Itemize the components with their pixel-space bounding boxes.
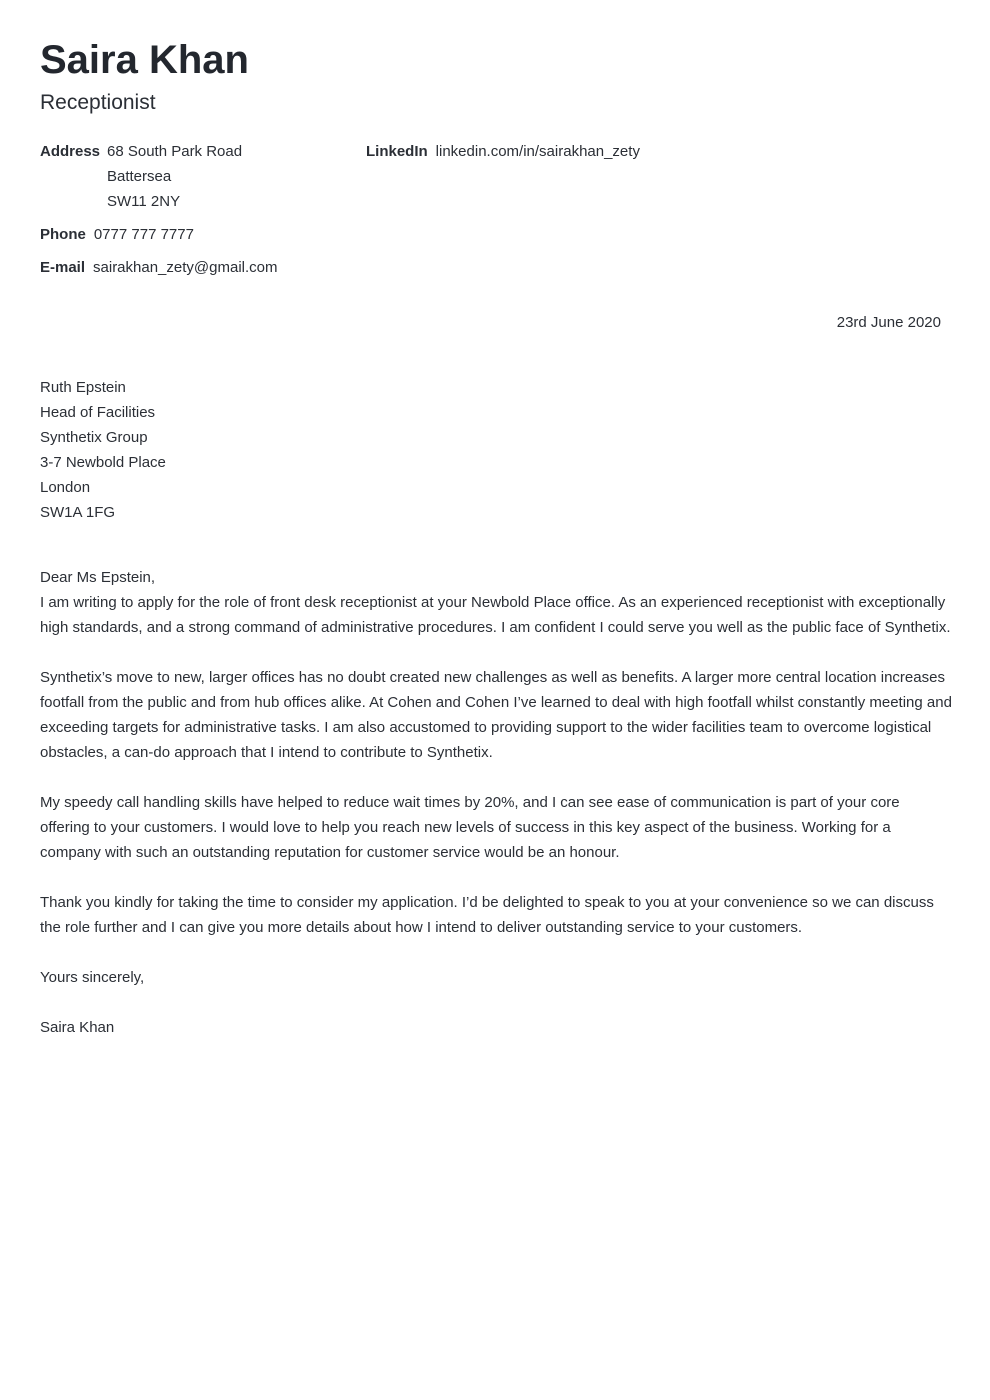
phone-value: 0777 777 7777 — [93, 226, 194, 243]
email-label: E-mail — [40, 259, 86, 276]
letter-signature: Saira Khan — [40, 1019, 115, 1036]
address-line: Battersea — [107, 168, 172, 185]
address-label: Address — [40, 143, 101, 160]
letter-date: 23rd June 2020 — [836, 314, 941, 331]
letter-paragraph: Synthetix’s move to new, larger offices has no doubt created new challenges as well as benefits. A larger more central location increases footfall from the public and from hub offices alike. At Cohen and Cohen I’ve learned to deal with high footfall whilst constantly meeting and exceeding targets for administrative tasks. I am also accustomed to providing support to the wider facilities team to overcome logistical obstacles, a can-do approach that I intend to contribute to Synthetix. — [40, 669, 952, 761]
letter-paragraph: Thank you kindly for taking the time to consider my application. I’d be delighted to speak to you at your convenience so we can discuss the role further and I can give you more details about how I intend to deliver outstanding service to your customers. — [40, 894, 934, 936]
address-value — [107, 139, 242, 214]
recipient-postcode: SW1A 1FG — [40, 504, 116, 521]
letter-body — [40, 565, 952, 1065]
phone-label: Phone — [40, 226, 86, 243]
recipient-name: Ruth Epstein — [40, 379, 126, 396]
letter-greeting: Dear Ms Epstein, — [40, 569, 156, 586]
recipient-title: Head of Facilities — [40, 404, 156, 421]
contact-email — [40, 255, 277, 280]
linkedin-value[interactable]: linkedin.com/in/sairakhan_zety — [435, 143, 640, 160]
contact-phone — [40, 222, 194, 247]
recipient-company: Synthetix Group — [40, 429, 148, 446]
letter-paragraph: My speedy call handling skills have helped to reduce wait times by 20%, and I can see ease of communication is part of your core offering to your customers. I would love to help you reach new levels of success in this key aspect of the business. Working for a company with such an outstanding reputation for customer service would be an honour. — [40, 794, 900, 861]
recipient-city: London — [40, 479, 91, 496]
email-value[interactable]: sairakhan_zety@gmail.com — [93, 259, 278, 276]
applicant-name: Saira Khan — [40, 38, 249, 82]
address-line: SW11 2NY — [107, 193, 181, 210]
letter-closing: Yours sincerely, — [40, 969, 145, 986]
address-line: 68 South Park Road — [107, 143, 243, 160]
linkedin-label: LinkedIn — [366, 143, 428, 160]
recipient-street: 3-7 Newbold Place — [40, 454, 166, 471]
contact-linkedin — [366, 139, 640, 164]
recipient-block — [40, 375, 166, 525]
applicant-role: Receptionist — [40, 91, 156, 114]
letter-paragraph: I am writing to apply for the role of front desk receptionist at your Newbold Place office. As an experienced receptionist with exceptionally high standards, and a strong command of administrative procedures. I am confident I could serve you well as the public face of Synthetix. — [40, 594, 951, 636]
contact-address — [40, 139, 242, 214]
